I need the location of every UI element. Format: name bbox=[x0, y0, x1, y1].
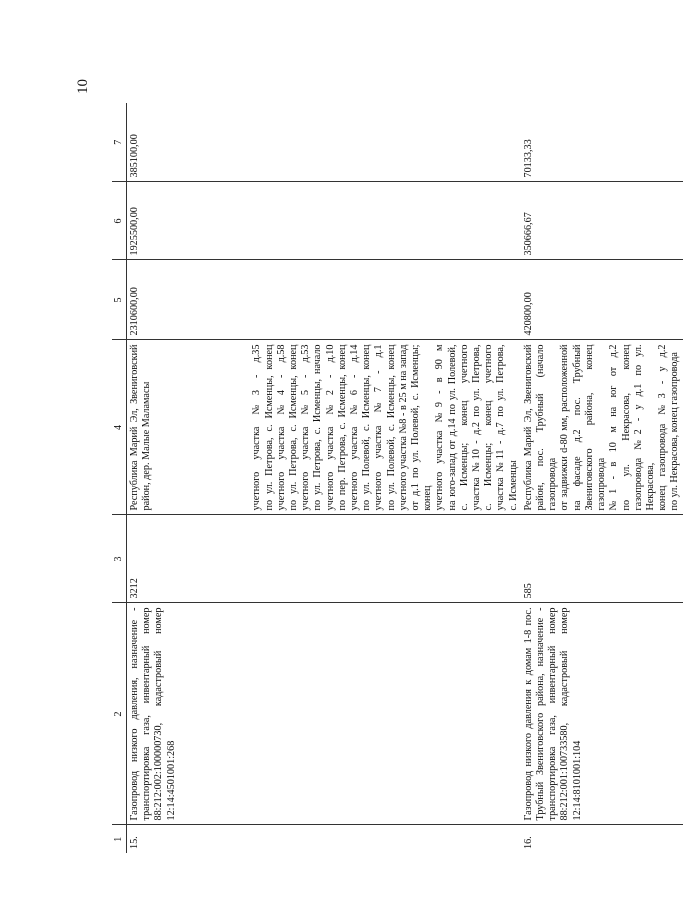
rotated-table-sheet bbox=[112, 73, 681, 853]
table-row bbox=[127, 103, 521, 853]
location-line: учетного участка №3 - д.35 bbox=[251, 344, 263, 511]
location-line: по ул. Петрова, с. Исменцы, конец bbox=[263, 344, 275, 511]
location-line: район, дер. Малые Маламасы bbox=[141, 381, 153, 511]
location-line: по ул. Петрова, с. Исменцы, начало bbox=[312, 344, 324, 511]
location-line: конец газопровода №3 - у д.2 bbox=[657, 344, 669, 511]
object-length: 3212 bbox=[127, 515, 521, 603]
header-cell: 5 bbox=[112, 260, 127, 340]
location-line: на фасаде д.2 пос. Трубный bbox=[571, 344, 583, 511]
location-line: учетного участка №2 - д.10 bbox=[324, 344, 336, 511]
registry-table bbox=[112, 103, 683, 853]
table-row bbox=[521, 103, 683, 853]
header-cell: 2 bbox=[112, 603, 127, 825]
location-line: с. Исменцы bbox=[507, 460, 519, 511]
location-line: учетного участка №8 - в 25 м на запад bbox=[397, 344, 409, 511]
location-line: №1 - в 10 м на юг от д.2 bbox=[608, 344, 620, 511]
object-name: Газопровод низкого давления, назначение - транспортировка газа, инвентарный номер 88:212:002:100000730, кадастровый номер 12:14:4501001:268 bbox=[127, 603, 521, 825]
value-col6: 350666,67 bbox=[521, 182, 683, 260]
location-line: с. Исменцы; конец учетного bbox=[458, 344, 470, 511]
location-line: участка №11 - д.7 по ул. Петрова, bbox=[495, 344, 507, 511]
value-col6: 1925500,00 bbox=[127, 182, 521, 260]
header-cell: 3 bbox=[112, 515, 127, 603]
location-line: учетного участка №4 - д.58 bbox=[275, 344, 287, 511]
location-line: от д.1 по ул. Полевой, с. Исменцы; конец bbox=[410, 344, 434, 511]
object-name: Газопровод низкого давления к домам 1-8 пос. Трубный Звениговского района, назначение - транспортировка газа, инвентарный номер 88:212:001:100733580, кадастровый номер 12:14:8101001:104 bbox=[521, 603, 683, 825]
value-col5: 420800,00 bbox=[521, 260, 683, 340]
page-number: 10 bbox=[75, 79, 91, 94]
location-line: по ул. Некрасова, конец газопровода bbox=[669, 352, 681, 511]
value-col7: 385100,00 bbox=[127, 103, 521, 182]
location-line: по ул. Полевой, с. Исменцы, конец bbox=[385, 344, 397, 511]
header-cell: 4 bbox=[112, 340, 127, 515]
location-line: район, пос. Трубный (начало газопровода bbox=[535, 344, 559, 511]
location-line: учетного участка №5 - д.53 bbox=[300, 344, 312, 511]
location-line: по пер. Петрова, с. Исменцы, конец bbox=[336, 344, 348, 511]
location-line: Республика Марий Эл, Звениговский bbox=[522, 344, 534, 511]
location-line: по ул. Полевой, с. Исменцы, конец bbox=[361, 344, 373, 511]
object-length: 585 bbox=[521, 515, 683, 603]
object-location bbox=[521, 340, 683, 515]
header-cell: 6 bbox=[112, 182, 127, 260]
location-line: участка №10 - д.2 по ул. Петрова, bbox=[471, 344, 483, 511]
location-line: учетного участка №9 - в 90 м bbox=[434, 344, 446, 511]
location-line: газопровода №2 - у д.1 по ул. Некрасова, bbox=[632, 344, 656, 511]
location-line: по ул. Некрасова, конец bbox=[620, 344, 632, 511]
table-header-row bbox=[112, 103, 127, 853]
location-line: Республика Марий Эл, Звениговский bbox=[129, 344, 140, 511]
header-cell: 1 bbox=[112, 825, 127, 853]
location-line: учетного участка №6 - д.14 bbox=[349, 344, 361, 511]
value-col5: 2310600,00 bbox=[127, 260, 521, 340]
location-line: с. Исменцы; конец учетного bbox=[483, 344, 495, 511]
value-col7: 70133,33 bbox=[521, 103, 683, 182]
row-number: 16. bbox=[522, 836, 534, 849]
location-line: по ул. Петрова, с. Исменцы, конец bbox=[288, 344, 300, 511]
location-line: учетного участка №7 - д.1 bbox=[373, 344, 385, 511]
location-line: на юго-запад от д.14 по ул. Полевой, bbox=[446, 344, 458, 511]
location-line: Звениговского района, конец газопровода bbox=[583, 344, 608, 511]
row-number: 15. bbox=[129, 836, 140, 849]
header-cell: 7 bbox=[112, 103, 127, 182]
location-line: от задвижки d-80 мм, расположенной bbox=[559, 344, 571, 511]
object-location bbox=[127, 340, 521, 515]
